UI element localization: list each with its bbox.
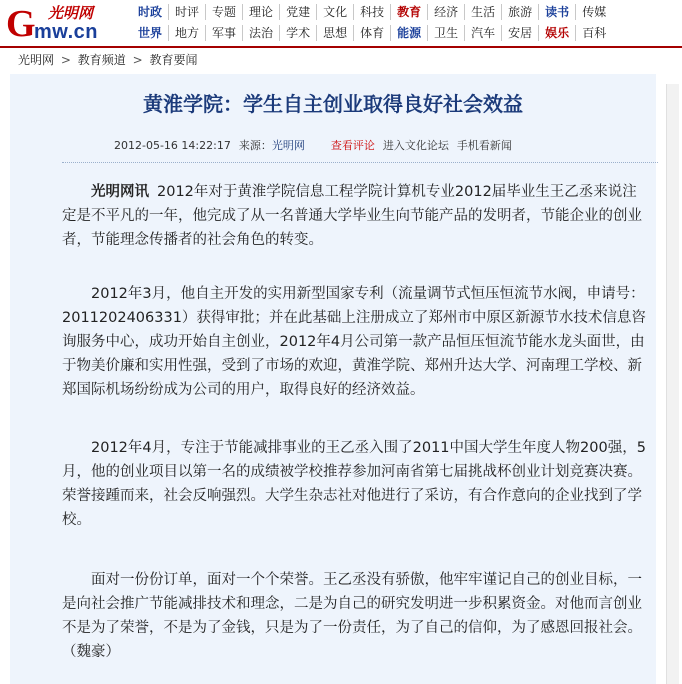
nav-shenghuo[interactable]: 生活: [465, 4, 502, 20]
svg-text:光明网: 光明网: [48, 4, 94, 22]
nav-shizheng[interactable]: 时政: [132, 4, 169, 20]
article-title: 黄淮学院：学生自主创业取得良好社会效益: [143, 92, 523, 116]
nav-dangjian[interactable]: 党建: [280, 4, 317, 20]
nav-fazhi[interactable]: 法治: [243, 25, 280, 41]
nav-zhuanti[interactable]: 专题: [206, 4, 243, 20]
nav-baike[interactable]: 百科: [582, 26, 607, 40]
nav-lvyou[interactable]: 旅游: [502, 4, 539, 20]
nav-dushu[interactable]: 读书: [539, 4, 576, 20]
nav-chuanmei[interactable]: 传媒: [582, 5, 607, 19]
article-meta: [114, 137, 520, 153]
right-sidebar-edge: [666, 84, 679, 684]
meta-divider: [62, 162, 658, 163]
breadcrumb-home[interactable]: 光明网: [18, 53, 55, 67]
nav-lilun[interactable]: 理论: [243, 4, 280, 20]
breadcrumb-separator: >: [132, 53, 143, 67]
nav-junshi[interactable]: 军事: [206, 25, 243, 41]
top-navigation: [132, 0, 682, 46]
nav-sixiang[interactable]: 思想: [317, 25, 354, 41]
breadcrumb-section[interactable]: 教育要闻: [149, 53, 198, 67]
breadcrumb: [0, 46, 682, 72]
nav-nengyuan[interactable]: 能源: [391, 25, 428, 41]
nav-tiyu[interactable]: 体育: [354, 25, 391, 41]
paragraph-1-text: 2012年对于黄淮学院信息工程学院计算机专业2012届毕业生王乙丞来说注定是不平凡的一年，他完成了从一名普通大学毕业生向节能产品的发明者，节能企业的创业者，节能理念传播者的社会角色的转变。: [62, 184, 642, 248]
article-paragraph: 2012年4月，专注于节能减排事业的王乙丞入围了2011中国大学生年度人物200强，5月，他的创业项目以第一名的成绩被学校推荐参加河南省第七届挑战杯创业计划竞赛决赛。荣誉接踵而来，社会反响强烈。大学生杂志社对他进行了采访，有合作意向的企业找到了学校。: [62, 440, 646, 528]
nav-shiping[interactable]: 时评: [169, 4, 206, 20]
source-label: 来源：: [238, 139, 272, 152]
culture-forum-link[interactable]: 进入文化论坛: [382, 139, 449, 152]
publish-datetime: 2012-05-16 14:22:17: [114, 139, 231, 152]
article-paragraph: [62, 180, 650, 252]
gmw-logo[interactable]: [4, 2, 126, 44]
breadcrumb-channel[interactable]: 教育频道: [77, 53, 126, 67]
nav-wenhua[interactable]: 文化: [317, 4, 354, 20]
view-comments-link[interactable]: 查看评论: [330, 139, 375, 152]
nav-weisheng[interactable]: 卫生: [428, 25, 465, 41]
nav-jingji[interactable]: 经济: [428, 4, 465, 20]
nav-shijie[interactable]: 世界: [132, 25, 169, 41]
article-container: [10, 74, 656, 684]
nav-row-2: [132, 23, 612, 43]
breadcrumb-separator: >: [60, 53, 71, 67]
svg-text:G: G: [6, 3, 36, 44]
nav-difang[interactable]: 地方: [169, 25, 206, 41]
site-header: [0, 0, 682, 46]
nav-yule[interactable]: 娱乐: [539, 25, 576, 41]
article-paragraph: 2012年3月，他自主开发的实用新型国家专利（流量调节式恒压恒流节水阀，申请号：2011202406331）获得审批；并在此基础上注册成立了郑州市中原区新源节水技术信息咨询服务中心，成功开始自主创业，2012年4月公司第一款产品恒压恒流节能水龙头面世，由于物美价廉和实用性强，受到了市场的欢迎，黄淮学院、郑州升达大学、河南理工学校、新郑国际机场纷纷成为公司的用户，取得良好的经济效益。: [62, 286, 646, 398]
nav-anju[interactable]: 安居: [502, 25, 539, 41]
nav-xueshu[interactable]: 学术: [280, 25, 317, 41]
svg-text:mw.cn: mw.cn: [34, 21, 98, 43]
article-paragraph: 面对一份份订单，面对一个个荣誉。王乙丞没有骄傲，他牢牢谨记自己的创业目标，一是向社会推广节能减排技术和理念，二是为自己的研究发明进一步积累资金。对他而言创业不是为了荣誉，不是为了金钱，只是为了一份责任，为了自己的信仰，为了感恩回报社会。（魏豪）: [62, 572, 642, 660]
article-lead: 光明网讯: [91, 184, 149, 200]
nav-row-1: [132, 2, 612, 22]
nav-jiaoyu[interactable]: 教育: [391, 4, 428, 20]
mobile-news-link[interactable]: 手机看新闻: [456, 139, 512, 152]
nav-qiche[interactable]: 汽车: [465, 25, 502, 41]
source-link[interactable]: 光明网: [271, 139, 305, 152]
nav-keji[interactable]: 科技: [354, 4, 391, 20]
